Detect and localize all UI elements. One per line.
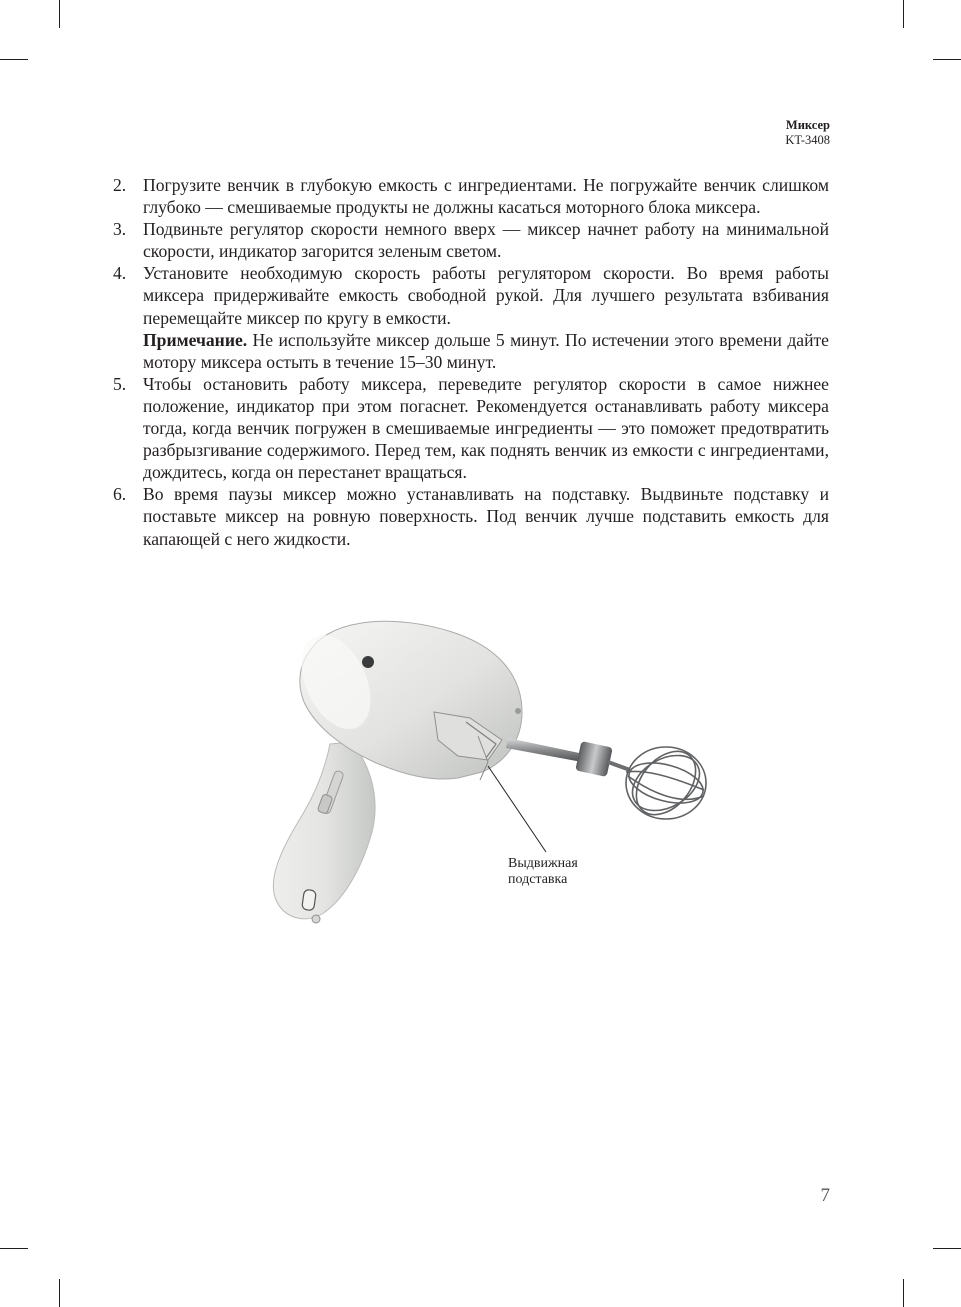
item-text: Установите необходимую скорость работы регулятором скорости. Во время работы миксера придерживайте емкость свободной рукой. Для лучшего результата взбивания перемещайте миксер по кругу в емкости. bbox=[143, 263, 829, 328]
list-item bbox=[113, 218, 829, 262]
crop-mark bbox=[0, 59, 28, 60]
crop-mark bbox=[59, 1279, 60, 1307]
item-text: Чтобы остановить работу миксера, переведите регулятор скорости в самое нижнее положение, индикатор при этом погаснет. Рекомендуется останавливать работу миксера тогда, когда венчик погружен в смешиваемые ингредиенты — это поможет предотвратить разбрызгивание содержимого. Перед тем, как поднять венчик из емкости с ингредиентами, дождитесь, когда он перестанет вращаться. bbox=[143, 373, 829, 483]
mixer-illustration bbox=[258, 612, 728, 942]
crop-mark bbox=[903, 1279, 904, 1307]
crop-mark bbox=[903, 0, 904, 28]
whisk-collar bbox=[575, 741, 613, 777]
note-label: Примечание. bbox=[143, 329, 248, 350]
list-item bbox=[113, 373, 829, 483]
whisk-shaft bbox=[506, 738, 584, 762]
item-number: 3. bbox=[113, 219, 127, 240]
item-number: 4. bbox=[113, 263, 127, 284]
callout-leader bbox=[488, 766, 546, 852]
whisk-icon bbox=[623, 740, 709, 826]
list-item bbox=[113, 483, 829, 549]
list-item bbox=[113, 174, 829, 218]
running-header bbox=[785, 118, 830, 148]
crop-mark bbox=[933, 1248, 961, 1249]
item-text: Погрузите венчик в глубокую емкость с ингредиентами. Не погружайте венчик слишком глубоко — смешиваемые продукты не должны касаться моторного блока миксера. bbox=[143, 175, 829, 218]
crop-mark bbox=[0, 1248, 28, 1249]
item-number: 2. bbox=[113, 175, 127, 195]
note bbox=[143, 329, 829, 373]
stand-callout bbox=[508, 856, 578, 888]
instruction-list bbox=[113, 174, 829, 550]
list-item bbox=[113, 262, 829, 372]
header-product: Миксер bbox=[785, 118, 830, 132]
header-model: KT-3408 bbox=[785, 133, 830, 147]
note-text: Не используйте миксер дольше 5 минут. По истечении этого времени дайте мотору миксера остыть в течение 15–30 минут. bbox=[143, 329, 829, 372]
callout-line: Выдвижная bbox=[508, 856, 578, 871]
item-number: 5. bbox=[113, 373, 127, 394]
callout-line: подставка bbox=[508, 872, 568, 887]
body-vent bbox=[362, 656, 374, 668]
item-text: Подвиньте регулятор скорости немного вверх — миксер начнет работу на минимальной скорости, индикатор загорится зеленым светом. bbox=[143, 219, 829, 262]
indicator-dot bbox=[312, 915, 320, 923]
item-number: 6. bbox=[113, 484, 127, 505]
mixer-handle bbox=[273, 742, 375, 919]
usb-port bbox=[302, 889, 317, 910]
crop-mark bbox=[933, 59, 961, 60]
item-text: Во время паузы миксер можно устанавливать на подставку. Выдвиньте подставку и поставьте миксер на ровную поверхность. Под венчик лучше подставить емкость для капающей с него жидкости. bbox=[143, 484, 829, 549]
crop-mark bbox=[59, 0, 60, 28]
page-number: 7 bbox=[820, 1185, 830, 1206]
